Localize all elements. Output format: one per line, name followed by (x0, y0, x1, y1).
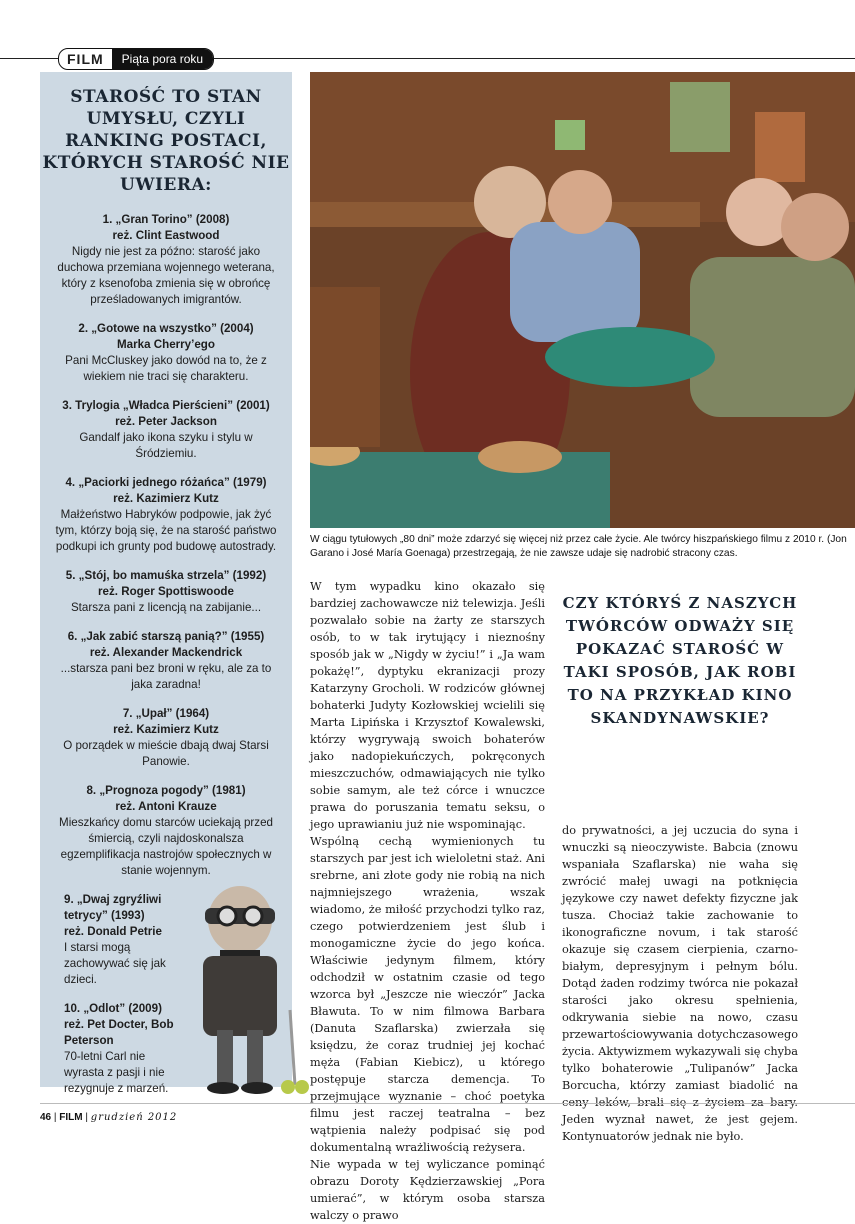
item-director: reż. Peter Jackson (115, 415, 217, 428)
item-desc: Nigdy nie jest za późno: starość jako duchowa przemiana wojennego weterana, który z ksenofoba zmienia się w obrońcę prześladowanych imigrantów. (57, 245, 275, 306)
item-title: 4. „Paciorki jednego różańca” (1979) (65, 476, 267, 489)
item-desc: Mieszkańcy domu starców uciekają przed śmiercią, czyli najdoskonalsza egzemplifikacja nastrojów społecznych w stanie wojennym. (59, 816, 273, 877)
item-title: 6. „Jak zabić starszą panią?” (1955) (67, 630, 265, 643)
item-desc: Małżeństwo Habryków podpowie, jak żyć tym, którzy boją się, że na starość państwo podkupi ich grunty pod budowę autostrady. (55, 508, 277, 553)
item-director: reż. Clint Eastwood (112, 229, 220, 242)
article-column-1 (310, 578, 545, 1224)
item-title: 1. „Gran Torino” (2008) (102, 213, 230, 226)
list-item (40, 398, 292, 462)
issue-date: grudzień 2012 (90, 1112, 178, 1123)
section-label: FILM (67, 51, 104, 67)
item-title: 7. „Upał” (1964) (122, 707, 210, 720)
list-item (40, 706, 292, 770)
list-item (40, 212, 292, 308)
photo-caption: W ciągu tytułowych „80 dni” może zdarzyć się więcej niż przez całe życie. Ale twórcy hiszpańskiego filmu z 2010 r. (Jon Garano i José María Goenaga) przestrzegają, że nie zawsze udaje się nadrobić stracony czas. (310, 534, 847, 559)
list-item (40, 475, 292, 555)
item-desc: Gandalf jako ikona szyku i stylu w Śródziemiu. (79, 431, 253, 460)
list-item (40, 321, 292, 385)
pull-quote: CZY KTÓRYŚ Z NASZYCH TWÓRCÓW ODWAŻY SIĘ POKAZAĆ STAROŚĆ W TAKI SPOSÓB, JAK ROBI TO NA PRZYKŁAD KINO SKANDYNAWSKIE? (562, 594, 798, 727)
item-desc: Starsza pani z licencją na zabijanie... (70, 601, 262, 614)
page-header (0, 48, 855, 70)
item-director: reż. Pet Docter, Bob Peterson (64, 1018, 174, 1047)
page-footer (40, 1112, 177, 1123)
carl-illustration (165, 880, 315, 1100)
list-item (40, 568, 292, 616)
item-title: 5. „Stój, bo mamuśka strzela” (1992) (65, 569, 267, 582)
item-desc: 70-letni Carl nie wyrasta z pasji i nie rezygnuje z marzeń. (64, 1050, 169, 1095)
item-director: reż. Donald Petrie (64, 925, 162, 938)
item-director: reż. Roger Spottiswoode (98, 585, 234, 598)
footer-separator: | (53, 1112, 60, 1123)
film-still-photo (310, 72, 855, 528)
sidebar-title: STAROŚĆ TO STAN UMYSŁU, CZYLI RANKING POSTACI, KTÓRYCH STAROŚĆ NIE UWIERA: (42, 87, 290, 195)
item-desc: ...starsza pani bez broni w ręku, ale za to jaka zaradna! (60, 662, 272, 691)
item-title: 3. Trylogia „Władca Pierścieni” (2001) (62, 399, 270, 412)
paragraph: do prywatności, a jej uczucia do syna i wnuczki są nieoczywiste. Babcia (znowu wspaniała Szaflarska) nie waha się zwrócić małej uwagi na potknięcia językowe czy nawet defekty fizyczne jak tusza. Chociaż takie zachowanie to ikonograficzne novum, i tak starość okazuje się czasem cierpienia, czarno-białym, depresyjnym i pełnym bólu. Dotąd żaden rodzimy twórca nie pokazał starości jako okresu spełnienia, odkrywania siebie na nowo, czasu przewartościowywania dotychczasowego życia. Aktywizmem wykazywali się chyba tylko bohaterowie „Tulipanów” Jacka Borcucha, którzy zamiast biadolić na ceny leków, brali się z życiem za bary. Jeden wyznał nawet, że jest gejem. Kontynuatorów jednak nie było. (562, 824, 798, 1143)
page-number: 46 (40, 1112, 52, 1123)
article-column-2 (562, 822, 798, 1145)
item-title: 8. „Prognoza pogody” (1981) (86, 784, 246, 797)
list-item (40, 629, 292, 693)
item-director: reż. Antoni Krauze (115, 800, 217, 813)
item-director: reż. Kazimierz Kutz (113, 723, 219, 736)
item-desc: Pani McCluskey jako dowód na to, że z wiekiem nie traci się charakteru. (65, 354, 267, 383)
item-title: 10. „Odlot” (2009) (64, 1002, 162, 1015)
footer-rule (40, 1103, 855, 1104)
footer-separator: | (85, 1112, 91, 1123)
item-director: Marka Cherry’ego (117, 338, 215, 351)
paragraph: Nie wypada w tej wyliczance pominąć obrazu Doroty Kędzierzawskiej „Pora umierać”, w którym osoba starsza walczy o prawo (310, 1158, 545, 1222)
list-item (40, 783, 292, 879)
paragraph: W tym wypadku kino okazało się bardziej zachowawcze niż telewizja. Jeśli pozwalało sobie na żarty ze starszych osób, to w tak irytujący i nieznośny sposób jak w „Nigdy w życiu!” i „Ja wam pokażę!”, dyptyku ekranizacji prozy Katarzyny Grocholi. W rodziców głównej bohaterki Judyty Kozłowskiej wcielili się Marta Lipińska i Krzysztof Kowalewski, którzy wygrywają swoich bohaterów jako nadopiekuńczych, pokręconych mieszczuchów, odmawiających nie tylko sobie samym, ale też córce i wnuczce prawa do poruszania tematu seksu, o jego uprawianiu już nie wspominając. (310, 580, 545, 831)
item-desc: O porządek w mieście dbają dwaj Starsi Panowie. (63, 739, 269, 768)
item-director: reż. Kazimierz Kutz (113, 492, 219, 505)
section-tag (58, 48, 214, 70)
paragraph: Wspólną cechą wymienionych tu starszych par jest ich wieloletni staż. Ani srebrne, ani złote gody nie robią na nich najmniejszego wrażenia, wszak wiadomo, że miłość przychodzi tylko raz, czego potwierdzeniem jest ślub i monogamiczne życie do jego końca. Właściwie jedynym filmem, który odchodził w ostatnim czasie od tego wzorca był „Jeszcze nie wieczór” Jacka Bławuta. To w nim filmowa Barbara (Danuta Szaflarska) zwierzała się księdzu, że coraz trudniej jej kochać męża (Fabian Kiebicz), u którego postępuje starcza demencja. To przejmujące wyznanie – choć poetyka filmu jest raczej teatralna – bez wątpienia należy podpisać się pod dokumentalną wrażliwością reżysera. (310, 835, 545, 1154)
magazine-name: FILM (59, 1112, 83, 1123)
item-director: reż. Alexander Mackendrick (89, 646, 243, 659)
item-desc: I starsi mogą zachowywać się jak dzieci. (64, 941, 166, 986)
section-subtitle: Piąta pora roku (112, 49, 213, 69)
item-title: 2. „Gotowe na wszystko” (2004) (78, 322, 254, 335)
item-title: 9. „Dwaj zgryźliwi tetrycy” (1993) (64, 893, 162, 922)
